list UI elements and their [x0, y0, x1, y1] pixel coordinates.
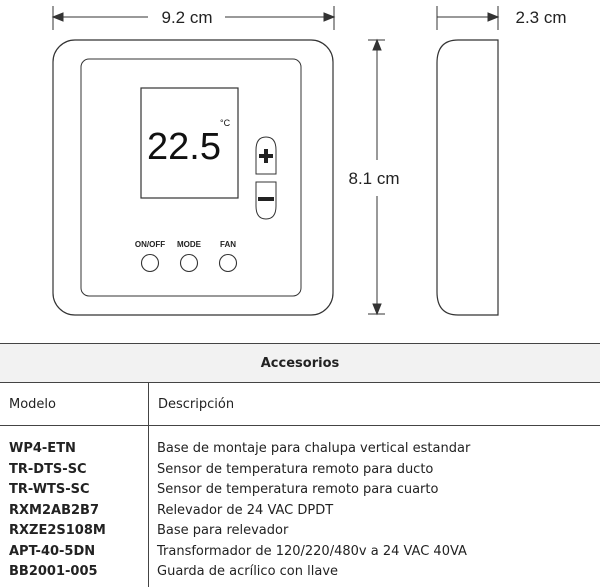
height-label: 8.1 cm [348, 169, 399, 188]
temperature-unit: °C [220, 118, 231, 128]
width-label: 9.2 cm [161, 8, 212, 27]
model-cell: RXM2AB2B7 [0, 501, 148, 522]
accessories-table [0, 343, 600, 587]
model-cell: TR-WTS-SC [0, 480, 148, 501]
onoff-label: ON/OFF [135, 240, 165, 249]
decrease-button[interactable] [256, 182, 276, 219]
description-cell: Sensor de temperatura remoto para cuarto [149, 480, 600, 501]
description-cell: Base para relevador [149, 521, 600, 542]
mode-label: MODE [177, 240, 202, 249]
increase-button[interactable] [256, 137, 276, 174]
depth-label: 2.3 cm [515, 8, 566, 27]
description-cell: Sensor de temperatura remoto para ducto [149, 460, 600, 481]
description-cell: Transformador de 120/220/480v a 24 VAC 40VA [149, 542, 600, 563]
model-cell: BB2001-005 [0, 562, 148, 583]
thermostat-side-view [437, 40, 498, 315]
description-cell: Relevador de 24 VAC DPDT [149, 501, 600, 522]
model-cell: TR-DTS-SC [0, 460, 148, 481]
mode-button[interactable] [181, 255, 198, 272]
description-cell: Base de montaje para chalupa vertical estandar [149, 439, 600, 460]
accessories-table-container [0, 343, 600, 576]
model-cell: WP4-ETN [0, 439, 148, 460]
model-column [0, 426, 149, 587]
fan-label: FAN [220, 240, 236, 249]
column-header-model: Modelo [0, 383, 149, 426]
table-title: Accesorios [0, 344, 600, 383]
description-column [149, 426, 600, 587]
onoff-button[interactable] [142, 255, 159, 272]
fan-button[interactable] [220, 255, 237, 272]
model-cell: APT-40-5DN [0, 542, 148, 563]
temperature-readout: 22.5 [147, 126, 221, 168]
column-header-description: Descripción [149, 383, 600, 426]
minus-icon [258, 197, 274, 201]
description-cell: Guarda de acrílico con llave [149, 562, 600, 583]
depth-dimension [437, 6, 498, 30]
model-cell: RXZE2S108M [0, 521, 148, 542]
